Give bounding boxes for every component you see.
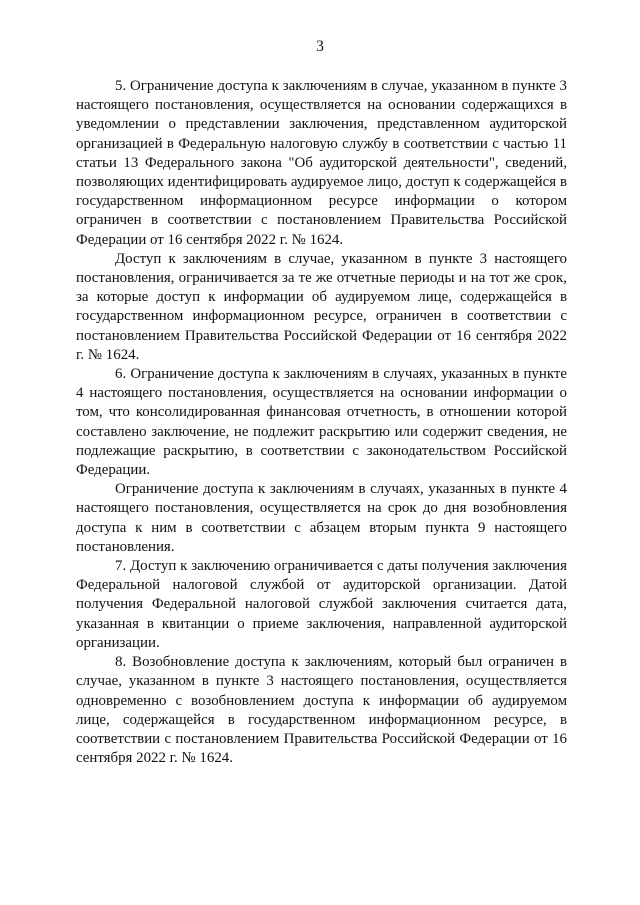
document-body (76, 77, 567, 768)
page-number: 3 (316, 38, 324, 55)
paragraph-5: 5. Ограничение доступа к заключениям в случае, указанном в пункте 3 настоящего постановления, осуществляется на основании содержащихся в уведомлении о представлении заключения, представленном аудиторской организацией в Федеральную налоговую службу в соответствии с частью 11 статьи 13 Федерального закона "Об аудиторской деятельности", сведений, позволяющих идентифицировать аудируемое лицо, доступ к содержащейся в государственном информационном ресурсе информации о котором ограничен в соответствии с постановлением Правительства Российской Федерации от 16 сентября 2022 г. № 1624. (76, 78, 567, 248)
paragraph-7: 7. Доступ к заключению ограничивается с даты получения заключения Федеральной налоговой службой от аудиторской организации. Датой получения Федеральной налоговой службой заключения считается дата, указанная в квитанции о приеме заключения, направленной аудиторской организации. (76, 558, 567, 651)
paragraph-6: 6. Ограничение доступа к заключениям в случаях, указанных в пункте 4 настоящего постановления, осуществляется на основании информации о том, что консолидированная финансовая отчетность, в отношении которой составлено заключение, не подлежит раскрытию или содержит сведения, не подлежащие раскрытию, в соответствии с законодательством Российской Федерации. (76, 366, 567, 479)
paragraph-5-continued: Доступ к заключениям в случае, указанном в пункте 3 настоящего постановления, ограничивается за те же отчетные периоды и на тот же срок, за которые доступ к информации об аудируемом лице, содержащейся в государственном информационном ресурсе, ограничен в соответствии с постановлением Правительства Российской Федерации от 16 сентября 2022 г. № 1624. (76, 250, 567, 363)
paragraph-8: 8. Возобновление доступа к заключениям, который был ограничен в случае, указанном в пункте 3 настоящего постановления, осуществляется одновременно с возобновлением доступа к информации об аудируемом лице, содержащейся в государственном информационном ресурсе, в соответствии с постановлением Правительства Российской Федерации от 16 сентября 2022 г. № 1624. (76, 654, 567, 767)
paragraph-6-continued: Ограничение доступа к заключениям в случаях, указанных в пункте 4 настоящего постановления, осуществляется на срок до дня возобновления доступа к ним в соответствии с абзацем вторым пункта 9 настоящего постановления. (76, 481, 567, 555)
